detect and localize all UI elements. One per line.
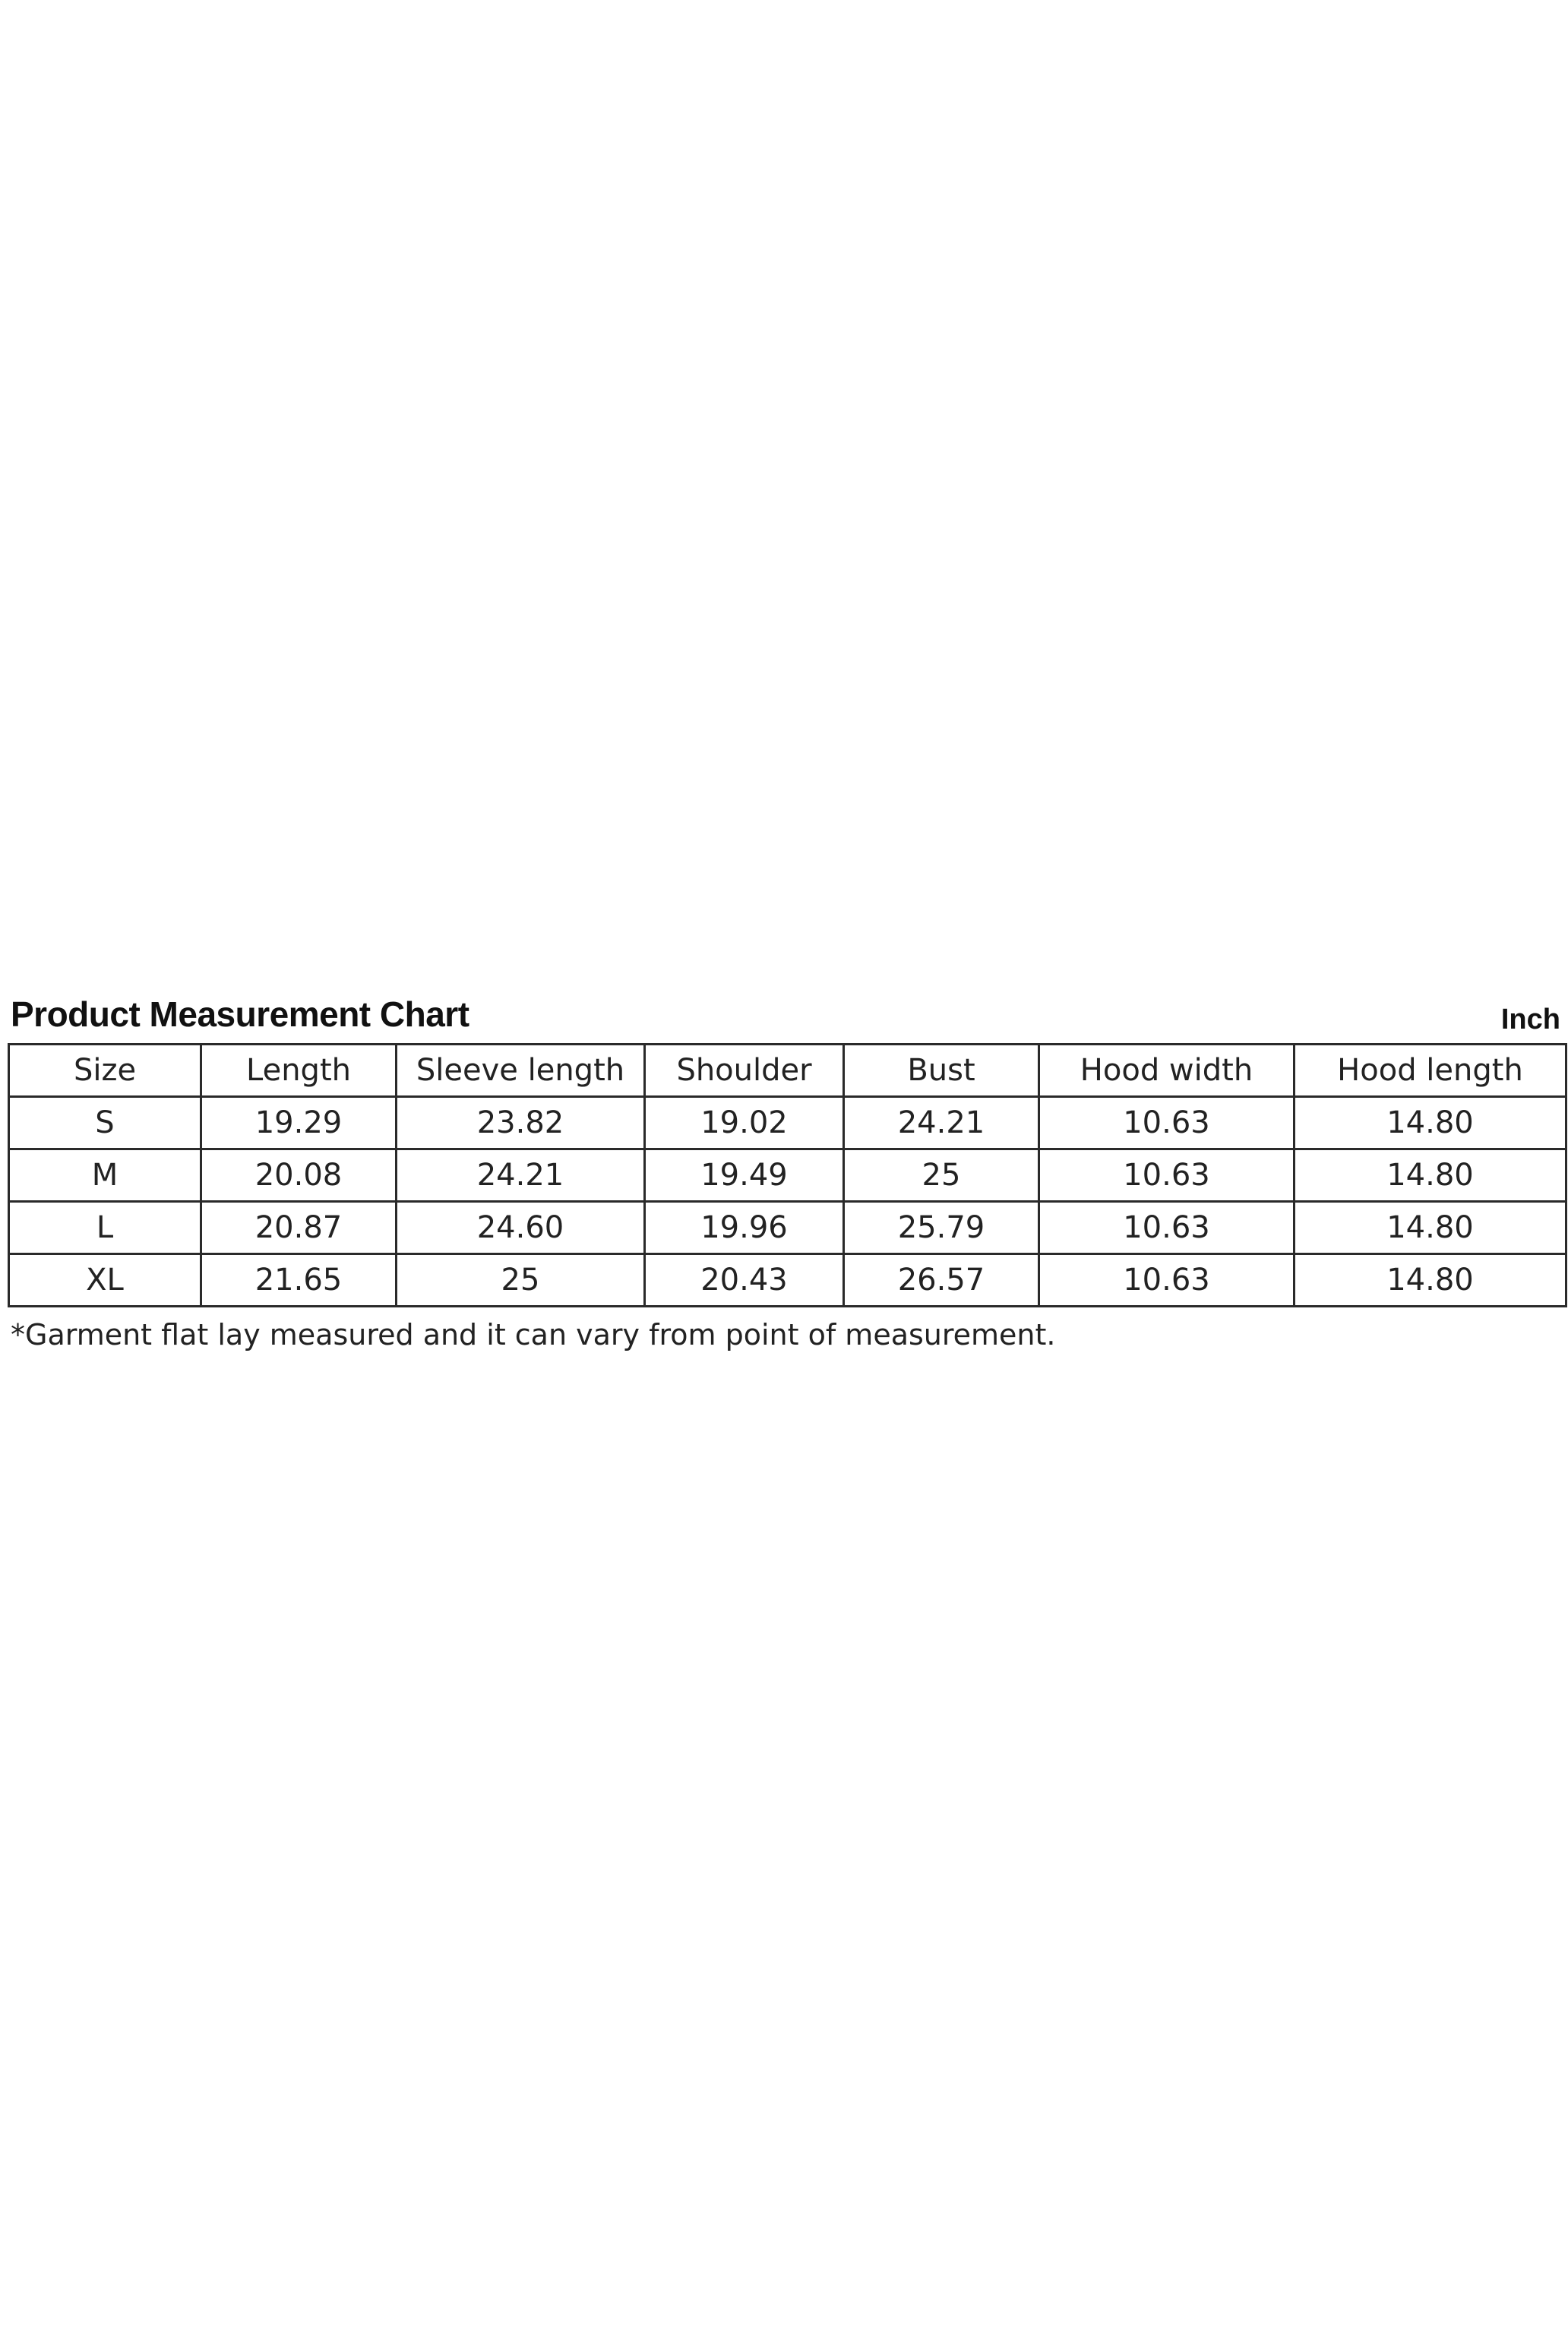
column-header-size: Size bbox=[9, 1045, 201, 1097]
size-cell: M bbox=[9, 1149, 201, 1202]
sleeve-length-cell: 24.21 bbox=[397, 1149, 645, 1202]
hood-length-cell: 14.80 bbox=[1295, 1149, 1566, 1202]
size-cell: S bbox=[9, 1097, 201, 1149]
length-cell: 21.65 bbox=[201, 1254, 397, 1307]
column-header-length: Length bbox=[201, 1045, 397, 1097]
length-cell: 19.29 bbox=[201, 1097, 397, 1149]
header-row bbox=[9, 1045, 1566, 1097]
shoulder-cell: 20.43 bbox=[645, 1254, 844, 1307]
hood-length-cell: 14.80 bbox=[1295, 1097, 1566, 1149]
column-header-shoulder: Shoulder bbox=[645, 1045, 844, 1097]
shoulder-cell: 19.96 bbox=[645, 1202, 844, 1254]
length-cell: 20.08 bbox=[201, 1149, 397, 1202]
size-cell: XL bbox=[9, 1254, 201, 1307]
table-row bbox=[9, 1202, 1566, 1254]
sleeve-length-cell: 24.60 bbox=[397, 1202, 645, 1254]
sleeve-length-cell: 23.82 bbox=[397, 1097, 645, 1149]
shoulder-cell: 19.49 bbox=[645, 1149, 844, 1202]
hood-width-cell: 10.63 bbox=[1039, 1149, 1295, 1202]
column-header-hood-width: Hood width bbox=[1039, 1045, 1295, 1097]
hood-length-cell: 14.80 bbox=[1295, 1202, 1566, 1254]
bust-cell: 26.57 bbox=[844, 1254, 1039, 1307]
table-row bbox=[9, 1097, 1566, 1149]
measurement-footnote: *Garment flat lay measured and it can vary from point of measurement. bbox=[11, 1318, 1056, 1351]
size-table bbox=[8, 1043, 1567, 1307]
hood-width-cell: 10.63 bbox=[1039, 1097, 1295, 1149]
bust-cell: 24.21 bbox=[844, 1097, 1039, 1149]
bust-cell: 25.79 bbox=[844, 1202, 1039, 1254]
table-row bbox=[9, 1149, 1566, 1202]
hood-width-cell: 10.63 bbox=[1039, 1254, 1295, 1307]
table-row bbox=[9, 1254, 1566, 1307]
size-cell: L bbox=[9, 1202, 201, 1254]
column-header-sleeve-length: Sleeve length bbox=[397, 1045, 645, 1097]
hood-width-cell: 10.63 bbox=[1039, 1202, 1295, 1254]
length-cell: 20.87 bbox=[201, 1202, 397, 1254]
chart-title: Product Measurement Chart bbox=[11, 994, 469, 1034]
shoulder-cell: 19.02 bbox=[645, 1097, 844, 1149]
column-header-bust: Bust bbox=[844, 1045, 1039, 1097]
measurement-chart bbox=[8, 991, 1565, 1355]
chart-header bbox=[8, 991, 1565, 1043]
column-header-hood-length: Hood length bbox=[1295, 1045, 1566, 1097]
unit-label: Inch bbox=[1500, 1004, 1560, 1035]
sleeve-length-cell: 25 bbox=[397, 1254, 645, 1307]
hood-length-cell: 14.80 bbox=[1295, 1254, 1566, 1307]
bust-cell: 25 bbox=[844, 1149, 1039, 1202]
